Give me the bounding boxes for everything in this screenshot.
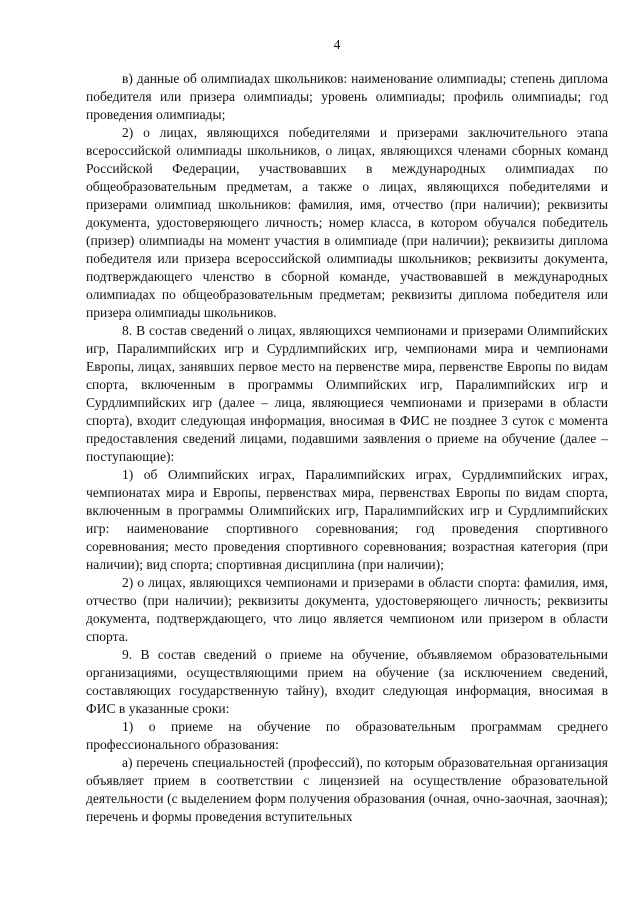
paragraph-sport-competitions: 1) об Олимпийских играх, Паралимпийских играх, Сурдлимпийских играх, чемпионатах мира и Европы, первенствах мира, первенствах Европы по видам спорта, включенным в программы Олимпийских игр, Паралимпийских игр и Сурдлимпийских игр: наименование спортивного соревнования; год проведения спортивного соревнования; место проведения спортивного соревнования; возрастная категория (при наличии); вид спорта; спортивная дисциплина (при наличии); <box>86 467 608 572</box>
paragraph-specialties-list: а) перечень специальностей (профессий), по которым образовательная организация объявляет прием в соответствии с лицензией на осуществление образовательной деятельности (с выделением форм получения образования (очная, очно-заочная, заочная); перечень и формы проведения вступительных <box>86 755 608 824</box>
paragraph-section-9: 9. В состав сведений о приеме на обучение, объявляемом образовательными организациями, осуществляющими прием на обучение (за исключением сведений, составляющих государственную тайну), входит следующая информация, вносимая в ФИС в указанные сроки: <box>86 647 608 716</box>
paragraph-spo-admission: 1) о приеме на обучение по образовательным программам среднего профессионального образования: <box>86 719 608 752</box>
paragraph-olympiad-data: в) данные об олимпиадах школьников: наименование олимпиады; степень диплома победителя или призера олимпиады; уровень олимпиады; профиль олимпиады; год проведения олимпиады; <box>86 71 608 122</box>
paragraph-sport-champions: 2) о лицах, являющихся чемпионами и призерами в области спорта: фамилия, имя, отчество (при наличии); реквизиты документа, удостоверяющего личность; реквизиты документа, подтверждающего, что лицо является чемпионом или призером в области спорта. <box>86 575 608 644</box>
paragraph-olympiad-winners: 2) о лицах, являющихся победителями и призерами заключительного этапа всероссийской олимпиады школьников, о лицах, являющихся членами сборных команд Российской Федерации, участвовавших в международных олимпиадах по общеобразовательным предметам, а также о лицах, являющихся победителями и призерами олимпиад школьников: фамилия, имя, отчество (при наличии); реквизиты документа, удостоверяющего личность; номер класса, в котором обучался победитель (призер) олимпиады на момент участия в олимпиаде (при наличии); реквизиты диплома победителя или призера всероссийской олимпиады школьников; реквизиты документа, подтверждающего членство в сборной команде, участвовавшей в международных олимпиадах по общеобразовательным предметам; реквизиты диплома победителя или призера олимпиады школьников. <box>86 125 608 320</box>
paragraph-section-8: 8. В состав сведений о лицах, являющихся чемпионами и призерами Олимпийских игр, Паралимпийских игр и Сурдлимпийских игр, чемпионами мира и чемпионами Европы, лицах, занявших первое место на первенстве мира, первенстве Европы по видам спорта, включенным в программы Олимпийских игр, Паралимпийских игр и Сурдлимпийских игр (далее – лица, являющиеся чемпионами и призерами в области спорта), входит следующая информация, вносимая в ФИС не позднее 3 суток с момента предоставления сведений лицами, подавшими заявления о приеме на обучение (далее – поступающие): <box>86 323 608 464</box>
page-number: 4 <box>333 37 341 52</box>
document-page <box>86 36 608 896</box>
